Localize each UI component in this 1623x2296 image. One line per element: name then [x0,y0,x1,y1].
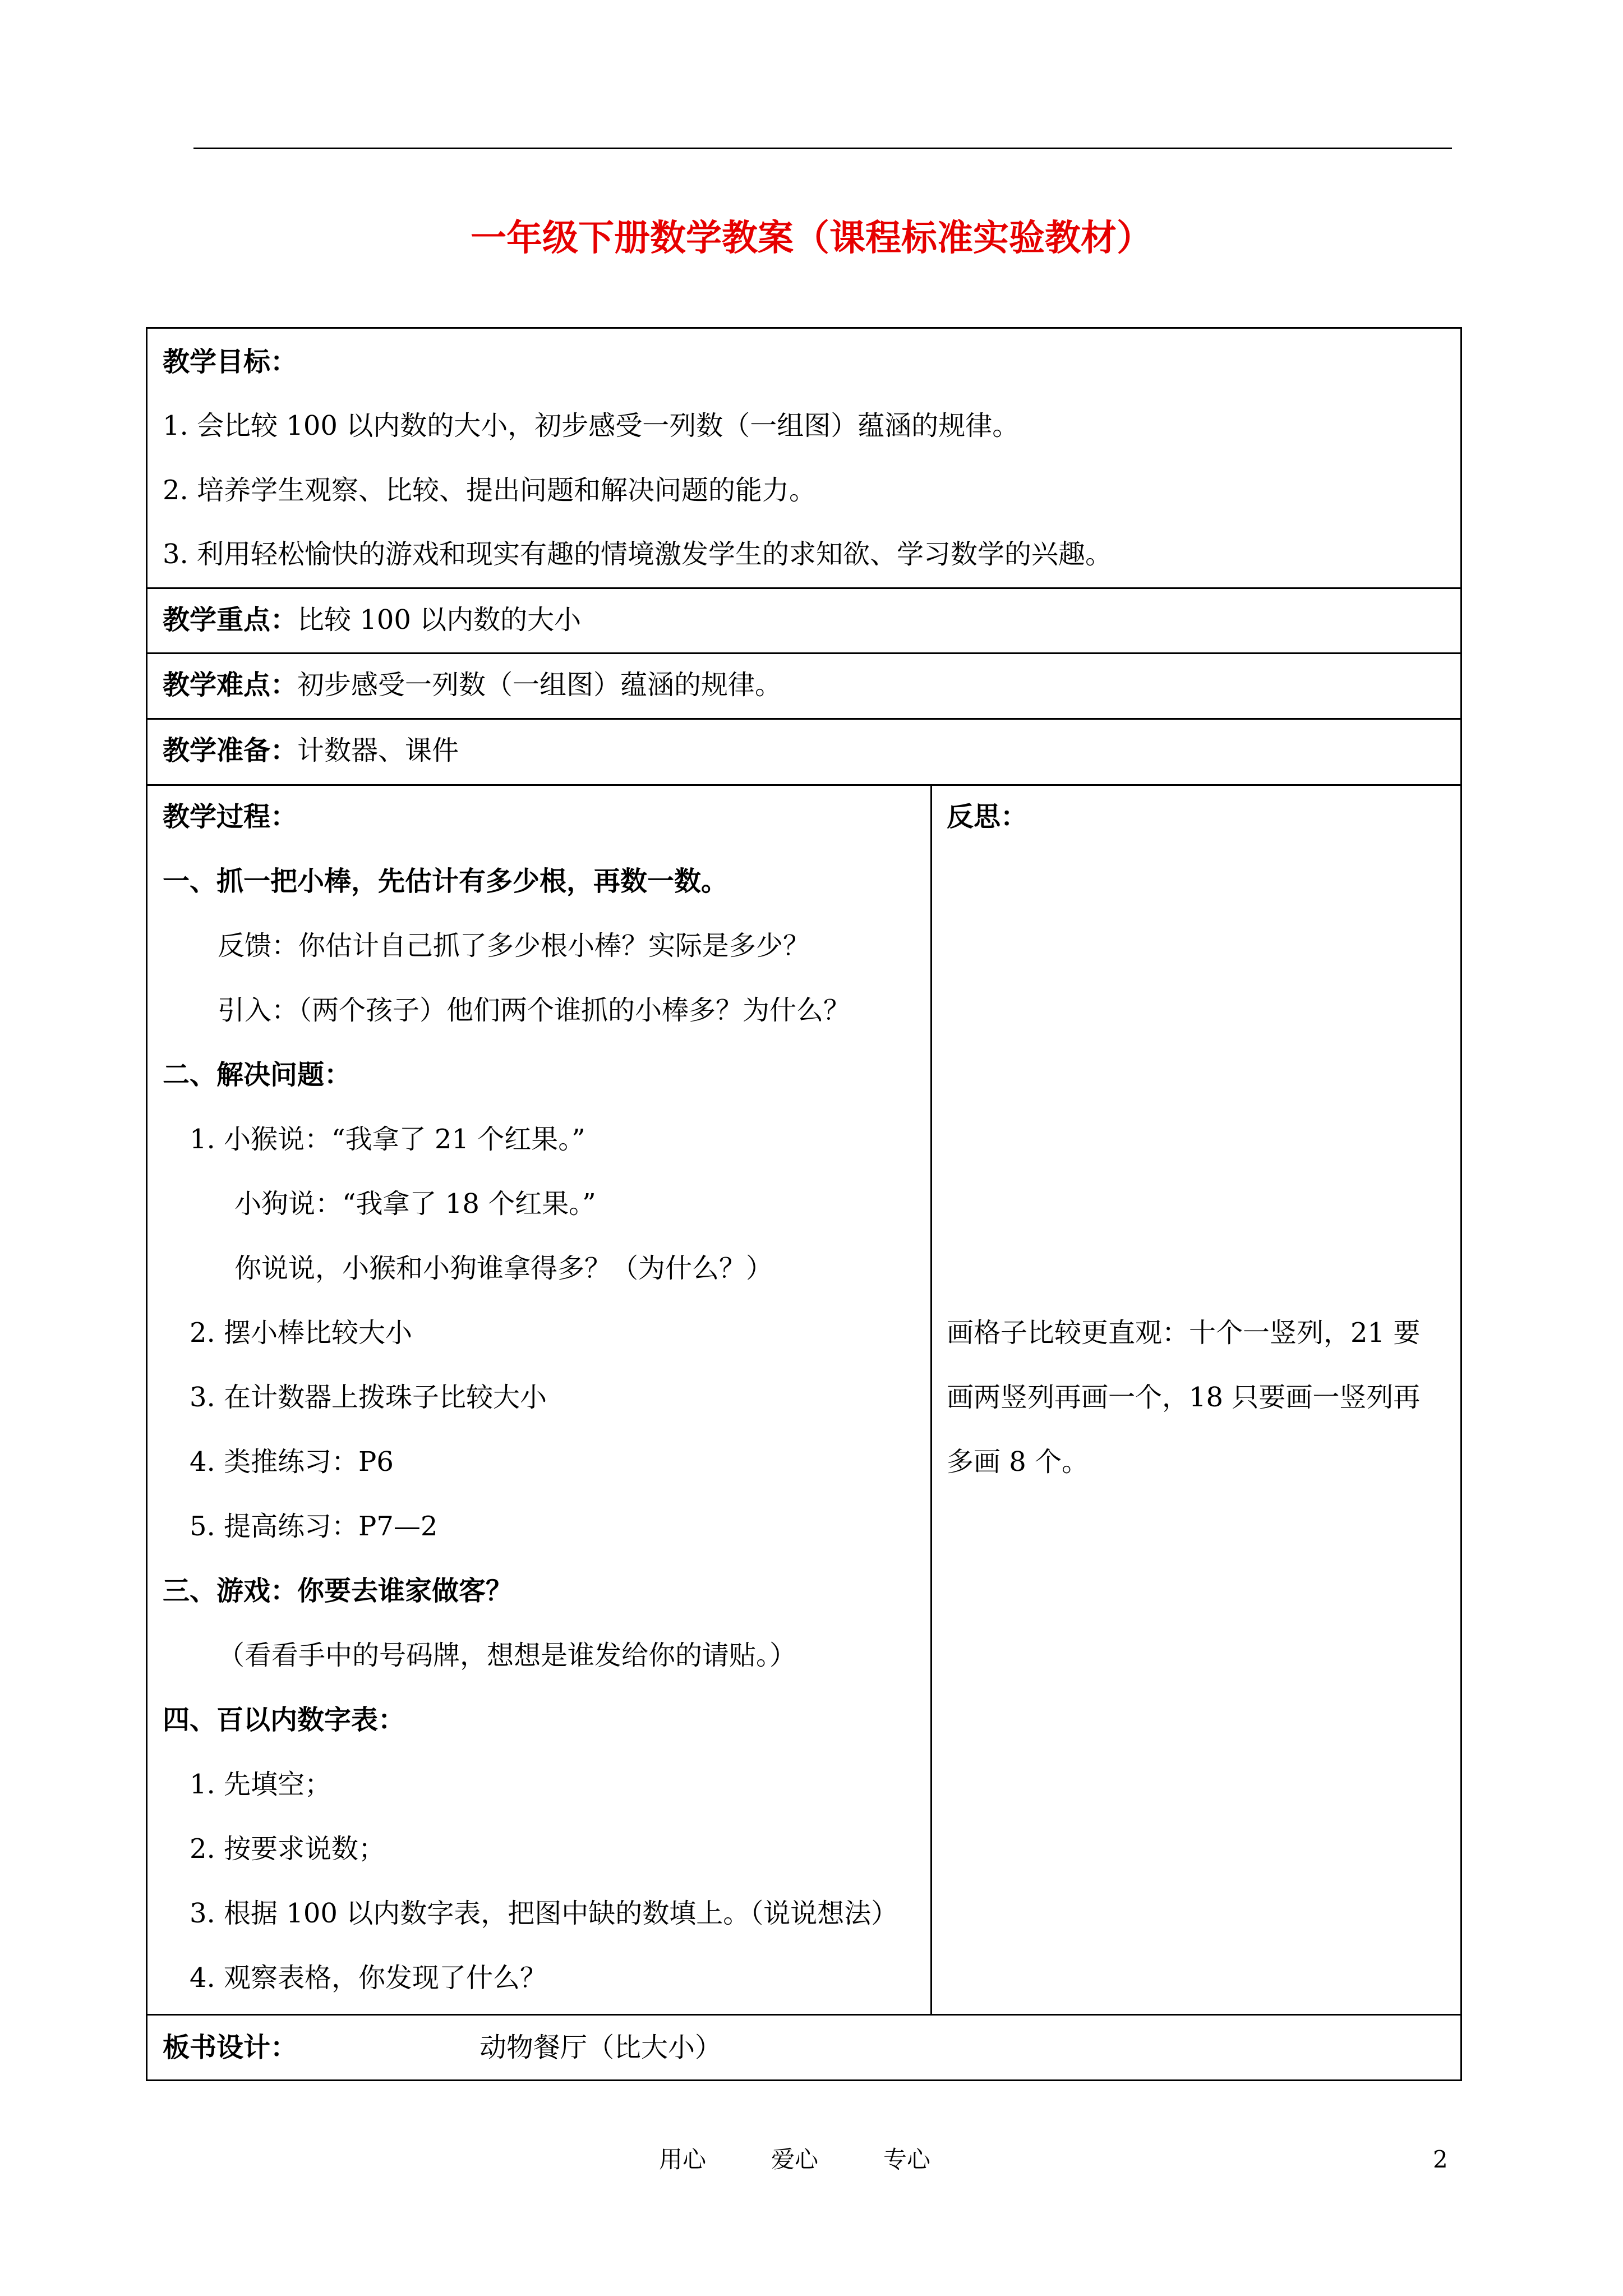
section-4-item: 2. 按要求说数； [190,1833,386,1865]
section-4-item: 4. 观察表格，你发现了什么？ [190,1962,547,1994]
difficulty-label: 教学难点： [163,669,298,701]
row-divider [146,718,1462,720]
key-point-text: 比较 100 以内数的大小 [297,604,582,636]
section-1-line: 引入：（两个孩子）他们两个谁抓的小棒多？为什么？ [218,995,851,1026]
difficulty-row [163,667,782,703]
section-1-title: 一、抓一把小棒，先估计有多少根，再数一数。 [163,866,728,897]
objective-item: 3. 利用轻松愉快的游戏和现实有趣的情境激发学生的求知欲、学习数学的兴趣。 [163,539,1113,570]
section-2-title: 二、解决问题： [163,1059,352,1091]
section-2-item: 3. 在计数器上拨珠子比较大小 [190,1382,547,1413]
page-number: 2 [1433,2146,1448,2173]
reflection-line: 画两竖列再画一个，18 只要画一竖列再 [947,1382,1421,1413]
preparation-label: 教学准备： [163,735,298,766]
reflection-heading: 反思： [947,801,1028,832]
key-point-row [163,602,581,638]
section-2-item: 5. 提高练习：P7—2 [190,1511,438,1542]
footer-word: 用心 [659,2146,707,2173]
lesson-plan-table [146,327,1462,2081]
footer-word: 专心 [883,2146,931,2173]
row-divider [146,587,1462,589]
row-divider [146,2014,1462,2016]
section-3-title: 三、游戏：你要去谁家做客？ [163,1575,513,1607]
objective-item: 1. 会比较 100 以内数的大小，初步感受一列数（一组图）蕴涵的规律。 [163,410,1020,441]
preparation-text: 计数器、课件 [297,735,459,766]
section-4-title: 四、百以内数字表： [163,1704,405,1736]
section-2-item-line: 小狗说：“我拿了 18 个红果。” [234,1188,596,1220]
row-divider [146,652,1462,654]
section-2-item: 4. 类推练习：P6 [190,1446,394,1478]
document-title: 一年级下册数学教案（课程标准实验教材） [471,217,1152,259]
section-2-item-line: 你说说，小猴和小狗谁拿得多？（为什么？） [234,1253,773,1284]
reflection-line: 多画 8 个。 [947,1446,1089,1478]
board-text: 动物餐厅（比大小） [479,2032,722,2063]
section-1-line: 反馈：你估计自己抓了多少根小棒？实际是多少？ [218,930,810,961]
column-divider [930,784,932,2014]
footer-word: 爱心 [771,2146,819,2173]
section-4-item: 3. 根据 100 以内数字表，把图中缺的数填上。（说说想法） [190,1898,898,1929]
section-3-line: （看看手中的号码牌，想想是谁发给你的请贴。） [218,1640,797,1671]
objective-item: 2. 培养学生观察、比较、提出问题和解决问题的能力。 [163,475,817,506]
process-heading: 教学过程： [163,801,298,832]
key-point-label: 教学重点： [163,604,298,636]
preparation-row [163,733,459,769]
section-2-item: 2. 摆小棒比较大小 [190,1317,413,1349]
header-rule [193,148,1452,149]
section-4-item: 1. 先填空； [190,1769,332,1800]
objectives-heading: 教学目标： [163,346,298,378]
reflection-line: 画格子比较更直观：十个一竖列，21 要 [947,1317,1421,1349]
difficulty-text: 初步感受一列数（一组图）蕴涵的规律。 [297,669,782,701]
board-label: 板书设计： [163,2032,298,2063]
section-2-item: 1. 小猴说：“我拿了 21 个红果。” [190,1124,585,1155]
row-divider [146,784,1462,786]
